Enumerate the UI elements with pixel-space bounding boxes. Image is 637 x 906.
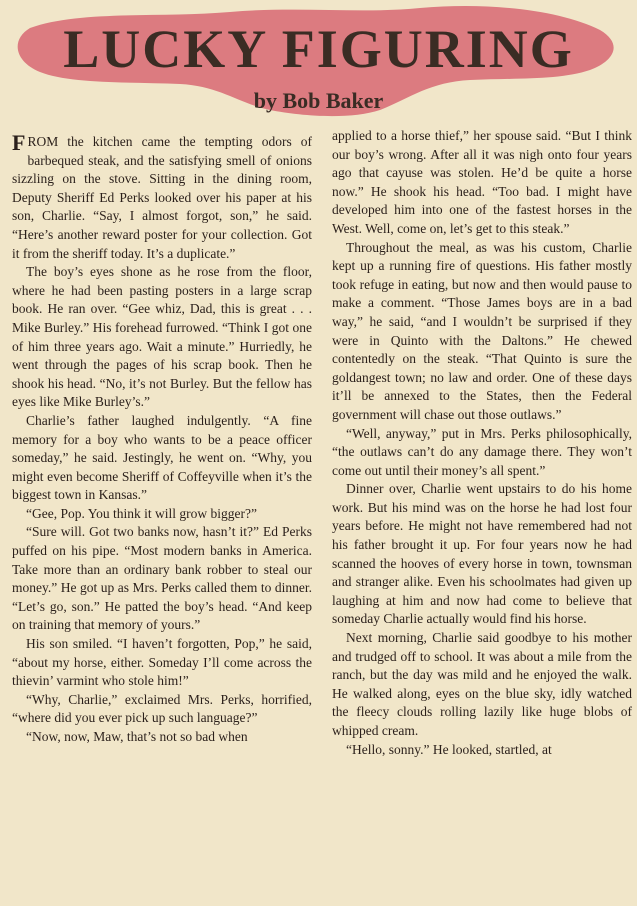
- paragraph: His son smiled. “I haven’t forgotten, Pop,” he said, “about my horse, either. Someday I’ll come across the thievin’ varmint who stole him!”: [12, 636, 312, 689]
- drop-cap: F: [12, 133, 26, 155]
- paragraph: The boy’s eyes shone as he rose from the floor, where he had been pasting posters in a large scrap book. He ran over. “Gee whiz, Dad, this is great . . . Mike Burley.” His forehead furrowed. “Think I got one of him three years ago. Wait a minute.” Hurriedly, he went through the pages of his scrap book. Then he shook his head. “No, it’s not Burley. But the fellow has eyes like Mike Burley’s.”: [12, 264, 312, 410]
- paragraph: “Now, now, Maw, that’s not so bad when: [26, 729, 248, 744]
- paragraph: “Sure will. Got two banks now, hasn’t it?” Ed Perks puffed on his pipe. “Most modern banks in America. Take more than an ordinary bank robber to steal our money.” He got up as Mrs. Perks called them to dinner. “Let’s go, son.” He patted the boy’s head. “And keep on training that memory of yours.”: [12, 524, 312, 633]
- paragraph: Next morning, Charlie said goodbye to his mother and trudged off to school. It was about a mile from the ranch, but the day was mild and he enjoyed the walk. He walked along, eyes on the blue sky, idly watched the fleecy clouds rolling lazily like huge blobs of whipped cream.: [332, 630, 632, 738]
- paragraph: applied to a horse thief,” her spouse said. “But I think our boy’s wrong. After all it was nigh onto four years ago that cayuse was stolen. He’d be quite a horse now.” He shook his head. “Too bad. I might have developed him into one of the fastest horses in the West. Well, come on, let’s get to this steak.”: [332, 128, 632, 236]
- story-byline: by Bob Baker: [253, 88, 384, 113]
- paragraph: Throughout the meal, as was his custom, Charlie kept up a running fire of questions. His father mostly took refuge in eating, but now and then would pause to make a comment. “Those James boys are in a bad way,” he said, “and I wouldn’t be surprised if they were in Quinto with the Daltons.” He chewed contentedly on the steak. “That Quinto is sure the goldangest town; no law and order. One of these days it’ll be annexed to the States, then the Federal government will chase out those outlaws.”: [332, 239, 632, 422]
- paragraph-text: ROM the kitchen came the tempting odors of barbequed steak, and the satisfying smell of onions sizzling on the stove. Sitting in the dining room, Deputy Sheriff Ed Perks looked over his paper at his son, Charlie. “Say, I almost forgot, son,” he said. “Here’s another reward poster for your collection. Got it from the sheriff today. It’s a duplicate.”: [12, 134, 312, 261]
- paragraph: Dinner over, Charlie went upstairs to do his home work. But his mind was on the horse he had lost four years before. He might not have remembered had not his father brought it up. For four years now he had scanned the hooves of every horse in town, townsman and stranger alike. Even his schoolmates had given up laughing at him and now had come to believe that someday Charlie actually would find his horse.: [332, 481, 632, 627]
- left-text-column: [12, 133, 312, 903]
- story-title: LUCKY FIGURING: [63, 19, 574, 79]
- paragraph: “Well, anyway,” put in Mrs. Perks philosophically, “the outlaws can’t do any damage there. They won’t come out until their money’s all spent.”: [332, 425, 632, 478]
- right-text-column: [332, 127, 632, 897]
- paragraph: “Why, Charlie,” exclaimed Mrs. Perks, horrified, “where did you ever pick up such language?”: [12, 691, 312, 726]
- paragraph: [12, 133, 312, 263]
- paragraph: “Gee, Pop. You think it will grow bigger?”: [26, 505, 257, 521]
- paragraph: Charlie’s father laughed indulgently. “A fine memory for a boy who wants to be a peace officer someday,” he said. Jestingly, he went on. “Why, you might even become Sheriff of Coffeyville when it’s the biggest town in Kansas.”: [12, 412, 312, 503]
- paragraph: “Hello, sonny.” He looked, startled, at: [346, 741, 552, 757]
